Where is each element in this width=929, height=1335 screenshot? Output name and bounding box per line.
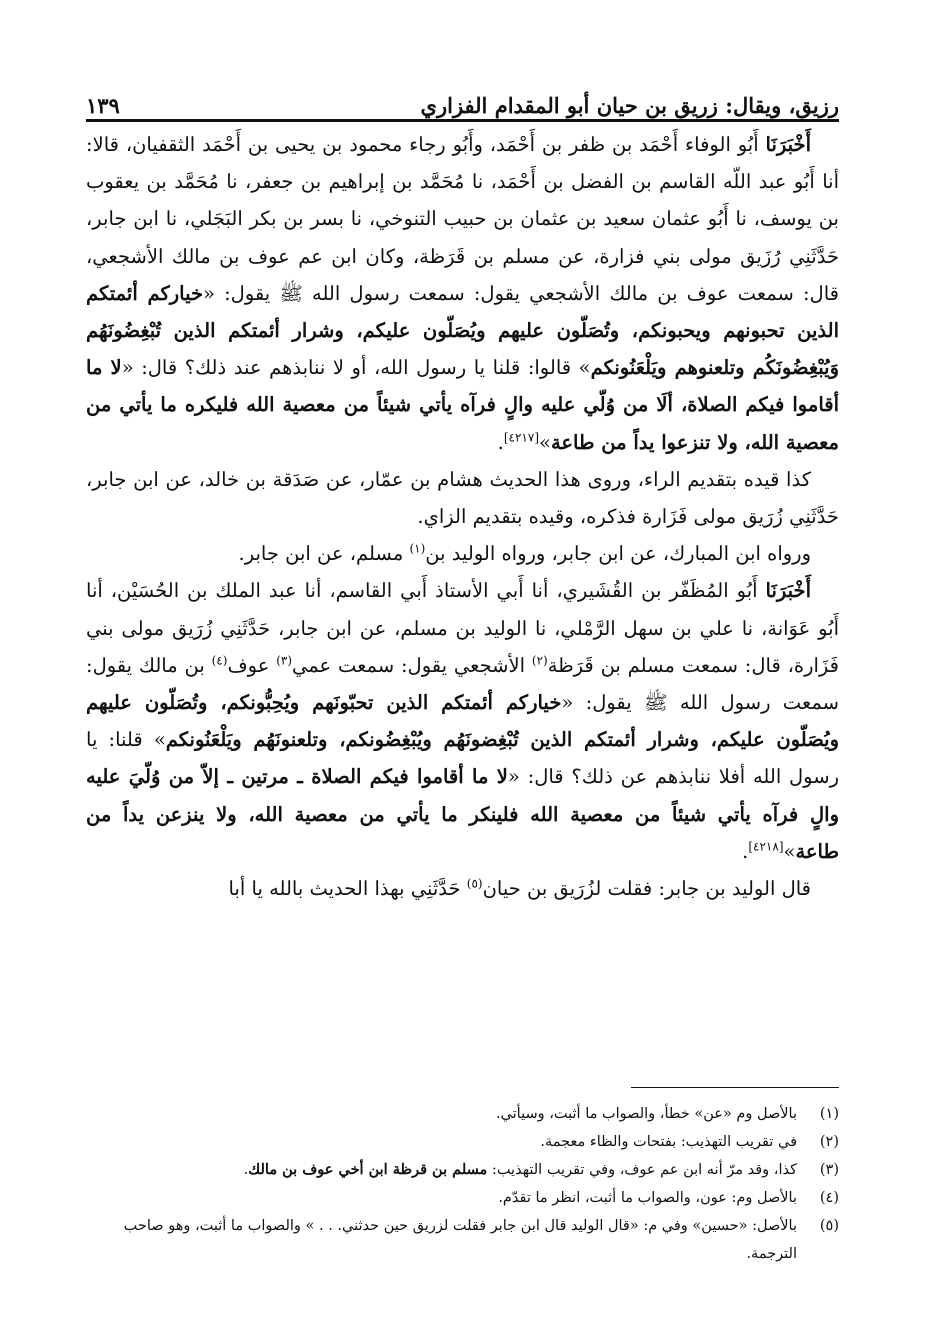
quote-close: » <box>539 430 551 454</box>
main-text <box>86 126 839 907</box>
footnote-number: (٥) <box>819 1218 839 1234</box>
isnad-text: أَبُو الوفاء أَحْمَد بن ظفر بن أَحْمَد، وأَبُو رجاء محمود بن يحيى بن أَحْمَد الثقفيان، قالا: أنا أَبُو عبد اللّه القاسم بن الفضل بن أَحْمَد، نا مُحَمَّد بن إبراهيم بن جعفر، نا مُحَمَّد بن يعقوب بن يوسف، نا أَبُو عثمان سعيد بن عثمان بن حبيب التنوخي، نا بسر بن بكر البَجَلي، نا ابن جابر، حَدَّثَنِي رُزَيق مولى بني فزارة، عن مسلم بن قَرَظة، وكان ابن عم عوف بن مالك الأشجعي، قال: سمعت عوف بن مالك الأشجعي يقول: سمعت رسول الله ﷺ يقول: « <box>86 133 839 305</box>
footnote-text <box>86 1156 797 1184</box>
footnote-text: بالأصل وم: عون، والصواب ما أثبت، انظر ما تقدّم. <box>498 1190 797 1206</box>
footnote-text-part: كذا، وقد مرّ أنه ابن عم عوف، وفي تقريب التهذيب: <box>487 1162 797 1178</box>
paragraph-4 <box>86 572 839 870</box>
hadith-reference: [٤٢١٧] <box>503 430 539 445</box>
isnad-text: بن مالك يقول: سمعت رسول الله ﷺ يقول: « <box>86 653 839 715</box>
paragraph-3 <box>86 535 839 572</box>
paragraph-1 <box>86 126 839 461</box>
paragraph-2 <box>86 461 839 535</box>
hadith-text: لا ما أقاموا فيكم الصلاة ـ مرتين ـ إلاّ من وُلّيَ عليه والٍ فرآه يأتي شيئاً من معصية الله فلينكر ما يأتي من معصية الله، ولا ينزعن يداً من طاعة <box>86 765 839 863</box>
footnote-text: بالأصل: «حسين» وفي م: «قال الوليد قال ابن جابر فقلت لزريق حين حدثني. . . » والصواب ما أثبت، وهو صاحب الترجمة. <box>123 1218 797 1262</box>
hadith-text: لا ما أقاموا فيكم الصلاة، ألَا من وُلّي عليه والٍ فرآه يأتي شيئاً من معصية الله فليكره ما يأتي من معصية الله، ولا تنزعوا يداً من طاعة <box>86 356 839 454</box>
narration-text: قال الوليد بن جابر: فقلت لزُرَيق بن حيان <box>482 877 811 901</box>
footnote-text-tail: . <box>243 1162 249 1178</box>
commentary-text: كذا قيده بتقديم الراء، وروى هذا الحديث هشام بن عمّار، عن صَدَقة بن خالد، عن ابن جابر، حَدَّثَنِي زُرَيق مولى فَزَارة فذكره، وقيده بتقديم الزاي. <box>86 467 839 529</box>
footnote-text: بالأصل وم «عن» خطأ، والصواب ما أثبت، وسيأتي. <box>495 1106 797 1122</box>
footnote-marker: (١) <box>409 541 426 556</box>
header-title: رزيق، ويقال: زريق بن حيان أبو المقدام الفزاري <box>420 93 839 118</box>
paragraph-5 <box>86 870 839 907</box>
footnote-marker: (٢) <box>531 653 548 668</box>
page-number: ١٣٩ <box>86 93 120 118</box>
running-header <box>86 78 839 118</box>
hadith-text: خياركم أئمتكم الذين تحبّونَهم ويُحِبُّونكم، وتُصَلّون عليهم ويُصَلّون عليكم، وشرار أئمتكم الذين تُبْغِضونَهُم ويُبْغِضُونكم، وتلعنونَهُم ويَلْعَنُونكم <box>86 691 839 752</box>
period: . <box>742 839 749 863</box>
isnad-text: عوف <box>227 653 277 677</box>
footnote-number: (٤) <box>819 1190 839 1206</box>
chain-lead: أَخْبَرَنَا <box>765 579 811 603</box>
commentary-text: مسلم، عن ابن جابر. <box>238 542 410 566</box>
footnotes <box>86 1100 839 1268</box>
isnad-text: أَبُو المُظَفّر بن القُشَيري، أنا أَبي الأستاذ أَبي القاسم، أنا عبد الملك بن الحُسَيْن، أنا أَبُو عَوَانة، نا علي بن سهل الرَّمْلي، نا الوليد بن مسلم، عن ابن جابر، حَدَّثَنِي زُرَيق مولى بني فَزَارة، قال: سمعت مسلم بن قَرَظة <box>86 579 840 677</box>
footnote-marker: (٣) <box>276 653 293 668</box>
footnote-item <box>86 1184 839 1212</box>
hadith-reference: [٤٢١٨] <box>748 839 784 854</box>
narration-text: » قالوا: قلنا يا رسول الله، أو لا ننابذهم عند ذلك؟ قال: « <box>121 356 591 380</box>
footnote-marker: (٤) <box>211 653 228 668</box>
footnote-number: (٣) <box>819 1162 839 1178</box>
chain-lead: أَخْبَرَنَا <box>765 133 811 156</box>
footnote-item <box>86 1156 839 1184</box>
footnote-number: (١) <box>819 1106 839 1122</box>
footnote-number: (٢) <box>819 1134 839 1150</box>
footnote-text-bold: مسلم بن قرظة ابن أخي عوف بن مالك <box>248 1161 488 1178</box>
hadith-text: خياركم أئمتكم الذين تحبونهم ويحبونكم، وتُصَلّون عليهم ويُصَلّون عليكم، وشرار أئمتكم الذين تُبْغِضُونَهُم وَيُبْغِضُونَكُم وتلعنوهم ويَلْعَنُونكم <box>86 281 840 380</box>
period: . <box>497 430 504 454</box>
isnad-text: الأشجعي يقول: سمعت عمي <box>292 653 532 677</box>
footnote-text: في تقريب التهذيب: بفتحات والظاء معجمة. <box>540 1134 797 1150</box>
footnote-separator <box>631 1087 839 1088</box>
quote-close: » <box>783 839 796 863</box>
narration-text: » قلنا: يا رسول الله أفلا ننابذهم عن ذلك؟ قال: « <box>86 728 840 789</box>
header-rule <box>86 119 839 122</box>
footnote-item <box>86 1100 839 1128</box>
footnote-item <box>86 1212 839 1268</box>
footnote-marker: (٥) <box>466 876 483 891</box>
footnote-item <box>86 1128 839 1156</box>
narration-text: حَدَّثَنِي بهذا الحديث بالله يا أبا <box>228 877 467 901</box>
commentary-text: ورواه ابن المبارك، عن ابن جابر، ورواه الوليد بن <box>425 542 811 566</box>
